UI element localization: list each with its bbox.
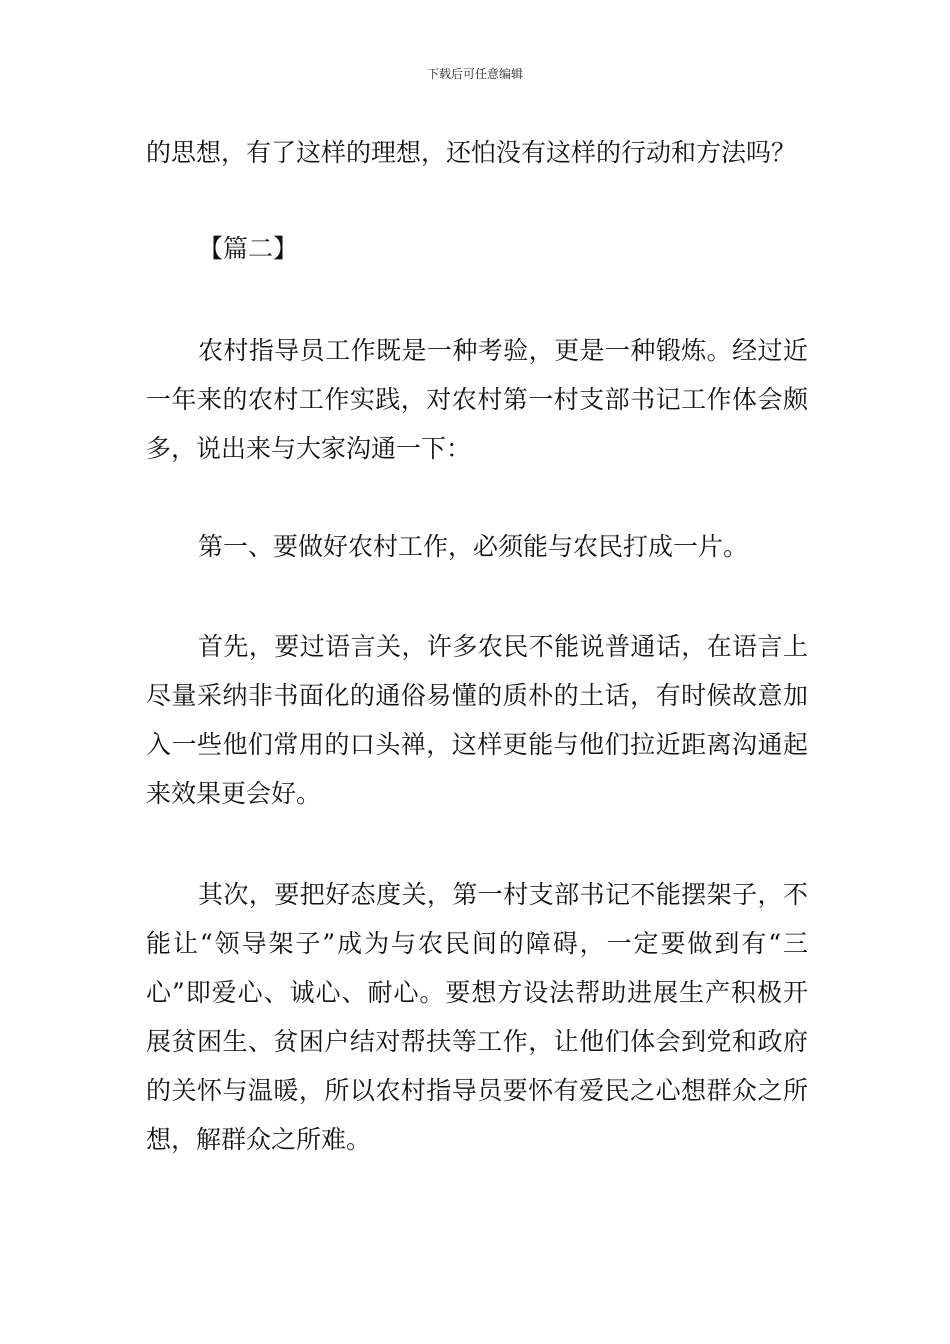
continuation-paragraph: 的思想，有了这样的理想，还怕没有这样的行动和方法吗？: [146, 138, 797, 167]
paragraph-language: 首先，要过语言关，许多农民不能说普通话，在语言上尽量采纳非书面化的通俗易懂的质朴的土话，有时候故意加入一些他们常用的口头禅，这样更能与他们拉近距离沟通起来效果更会好。: [146, 632, 808, 808]
page-header-note: 下载后可任意编辑: [426, 67, 523, 81]
paragraph-attitude: 其次，要把好态度关，第一村支部书记不能摆架子，不能让“领导架子”成为与农民间的障碍，一定要做到有“三心”即爱心、诚心、耐心。要想方设法帮助进展生产积极开展贫困生、贫困户结对帮扶等工作，让他们体会到党和政府的关怀与温暖，所以农村指导员要怀有爱民之心想群众之所想，解群众之所难。: [146, 880, 808, 1154]
paragraph-point-one: 第一、要做好农村工作，必须能与农民打成一片。: [198, 532, 749, 561]
section-heading: 【篇二】: [198, 234, 299, 263]
paragraph-intro: 农村指导员工作既是一种考验，更是一种锻炼。经过近一年来的农村工作实践，对农村第一村支部书记工作体会颇多，说出来与大家沟通一下：: [146, 336, 808, 463]
